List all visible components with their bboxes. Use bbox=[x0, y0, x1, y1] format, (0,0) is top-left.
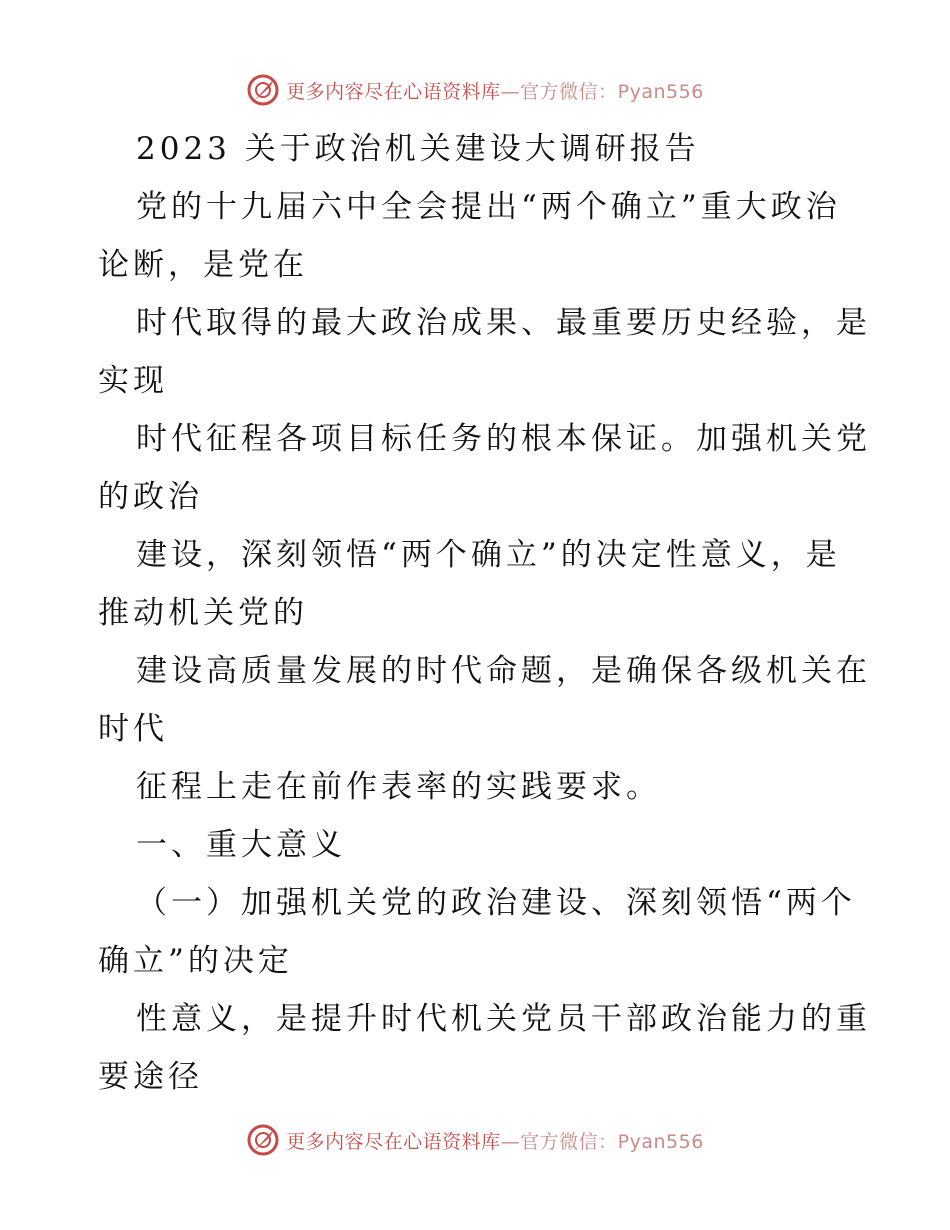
subsection-heading: （一）加强机关党的政治建设、深刻领悟“两个 bbox=[136, 885, 856, 921]
paragraph-line: 的政治 bbox=[98, 479, 203, 515]
footer-watermark bbox=[0, 1120, 950, 1160]
paragraph-line: 时代取得的最大政治成果、最重要历史经验，是 bbox=[136, 305, 871, 341]
section-heading: 一、重大意义 bbox=[136, 827, 346, 863]
watermark-text-main: 更多内容尽在心语资料库 bbox=[286, 80, 501, 103]
quill-logo-icon bbox=[246, 1123, 280, 1157]
quill-logo-icon bbox=[246, 73, 280, 107]
document-title: 2023 关于政治机关建设大调研报告 bbox=[136, 131, 700, 167]
paragraph-line: 要途径 bbox=[98, 1059, 203, 1095]
paragraph-line: 确立”的决定 bbox=[98, 943, 293, 979]
paragraph-line: 建设，深刻领悟“两个确立”的决定性意义，是 bbox=[136, 537, 841, 573]
watermark-text-sub: —官方微信：Pyan556 bbox=[500, 1130, 704, 1153]
watermark bbox=[246, 73, 704, 107]
header-watermark bbox=[0, 70, 950, 110]
document-body bbox=[98, 120, 871, 1106]
paragraph-line: 建设高质量发展的时代命题，是确保各级机关在 bbox=[136, 653, 871, 689]
paragraph-line: 时代征程各项目标任务的根本保证。加强机关党 bbox=[136, 421, 871, 457]
paragraph-line: 党的十九届六中全会提出“两个确立”重大政治 bbox=[136, 189, 841, 225]
paragraph-line: 性意义，是提升时代机关党员干部政治能力的重 bbox=[136, 1001, 871, 1037]
paragraph-line: 实现 bbox=[98, 363, 168, 399]
watermark-text-sub: —官方微信：Pyan556 bbox=[500, 80, 704, 103]
watermark-text-main: 更多内容尽在心语资料库 bbox=[286, 1130, 501, 1153]
paragraph-line: 推动机关党的 bbox=[98, 595, 308, 631]
paragraph-line: 论断，是党在 bbox=[98, 247, 308, 283]
paragraph-line: 征程上走在前作表率的实践要求。 bbox=[136, 769, 661, 805]
paragraph-line: 时代 bbox=[98, 711, 168, 747]
watermark bbox=[246, 1123, 704, 1157]
